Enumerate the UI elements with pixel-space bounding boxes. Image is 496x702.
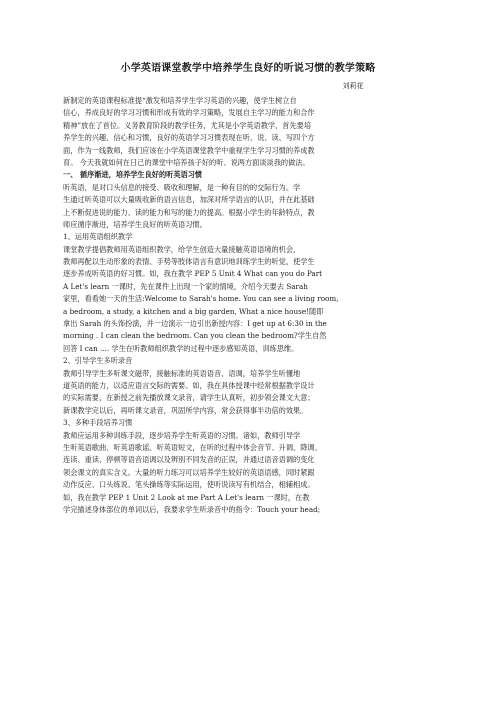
body-text-line: 育。 今天我就如何在日己的课堂中培养孩子好的听、说两方面谈谈我的做法。 xyxy=(63,157,310,167)
body-text-line: 家里，看看她一天的生活:Welcome to Sarah's home. You can see a living room, xyxy=(63,294,339,304)
body-text-line: 道英语的能力，以适应语言交际的需要。如，我在具体授课中经常根据教学设计 xyxy=(63,380,315,390)
body-text-line: 课堂教学提倡教师用英语组织教学，给学生创造大量接触英语语境的机会， xyxy=(63,244,301,254)
body-text-line: 动作反应、口头练说、笔头操练等实际运用，使听说读写有机结合，相辅相成。 xyxy=(63,480,315,490)
document-body xyxy=(63,95,433,516)
body-text-line: a bedroom, a study, a kitchen and a big garden, What a nice house!随即 xyxy=(63,306,324,316)
body-text-line: 上不断促进说的能力、读的能力和写的能力的提高。根据小学生的年龄特点，教 xyxy=(63,207,315,217)
section-heading: 一、 循序渐进，培养学生良好的听英语习惯 xyxy=(63,170,203,180)
body-text-line: 回答 I can .... 学生在听教师组织教学的过程中逐步感知英语，训练思维。 xyxy=(63,343,299,353)
body-text-line: 1、运用英语组织教学 xyxy=(63,232,133,242)
body-text-line: A Let's learn 一课时，先在课件上出现一个家的情境，介绍今天要去 Sarah xyxy=(63,281,308,291)
body-text-line: 听英语，是对口头信息的接受、吸收和理解，是一种有目的的交际行为。学 xyxy=(63,182,301,192)
body-text-line: 新制定的英语课程标准提“激发和培养学生学习英语的兴趣，使学生树立自 xyxy=(63,96,297,105)
body-text-line: 教师应运用多种训练手段，逐步培养学生听英语的习惯。诸如，教师引导学 xyxy=(63,430,301,440)
body-text-line: 新课教学完以后，再听课文录音，巩固所学内容，常会获得事半功倍的效果。 xyxy=(63,405,308,415)
body-text-line: 生听英语歌曲、听英语歌谣、听英语短文，在听的过程中体会音节、升调、降调、 xyxy=(63,442,322,452)
body-text-line: 教师再配以生动形象的表情、手势等肢体语言有意识地训练学生的听觉，使学生 xyxy=(63,257,315,267)
body-text-line: 3、多种手段培养习惯 xyxy=(63,418,133,428)
document-author: 刘莉花 xyxy=(342,82,364,90)
body-text-line: 学完描述身体部位的单词以后，我要求学生听录音中的指令：Touch your head; xyxy=(63,504,321,514)
body-text-line: 逐步养成听英语的好习惯。如，我在教学 PEP 5 Unit 4 What can you do Part xyxy=(63,269,323,279)
body-text-line: 精神”放在了首位。义务教育阶段的教学任务，尤其是小学英语教学，首先要培 xyxy=(63,120,312,130)
body-text-line: 生通过听英语可以大量吸收新的语言信息，加深对所学语言的认识，并在此基础 xyxy=(63,195,315,205)
body-text-line: 信心，养成良好的学习习惯和形成有效的学习策略，发展自主学习的能力和合作 xyxy=(63,108,315,118)
body-text-line: 2、引导学生多听录音 xyxy=(63,356,133,366)
body-text-line: 拿出 Sarah 的头饰扮演，并一边演示一边引出新授内容：I get up at 6:30 in the xyxy=(63,319,327,329)
document-title: 小学英语课堂教学中培养学生良好的听说习惯的教学策略 xyxy=(120,63,376,74)
body-text-line: 连读、重读、停顿等语音语调以及辨别不同发音的正误，并通过语音语调的变化 xyxy=(63,455,315,465)
body-text-line: 面，作为一线教师，我们应该在小学英语课堂教学中重视学生学习习惯的养成教 xyxy=(63,145,315,155)
body-text-line: 的实际需要，在新授之前先播放课文录音，请学生认真听，初步领会课文大意； xyxy=(63,393,315,403)
body-text-line: 养学生的兴趣、信心和习惯，良好的英语学习习惯表现在听、说、读、写四个方 xyxy=(63,133,315,143)
body-text-line: 教师引导学生多听课文磁带，接触标准的英语语音、语调，培养学生听懂地 xyxy=(63,368,301,378)
body-text-line: 如，我在教学 PEP 1 Unit 2 Look at me Part A Let's learn 一课时，在教 xyxy=(63,492,310,502)
body-text-line: morning . I can clean the bedroom. Can you clean the bedroom?学生自然 xyxy=(63,331,327,341)
body-text-line: 领会课文的真实含义。大量的听力练习可以培养学生较好的英语语感，同时紧跟 xyxy=(63,467,315,477)
body-text-line: 师应循序渐进，培养学生良好的听英语习惯。 xyxy=(63,219,207,229)
